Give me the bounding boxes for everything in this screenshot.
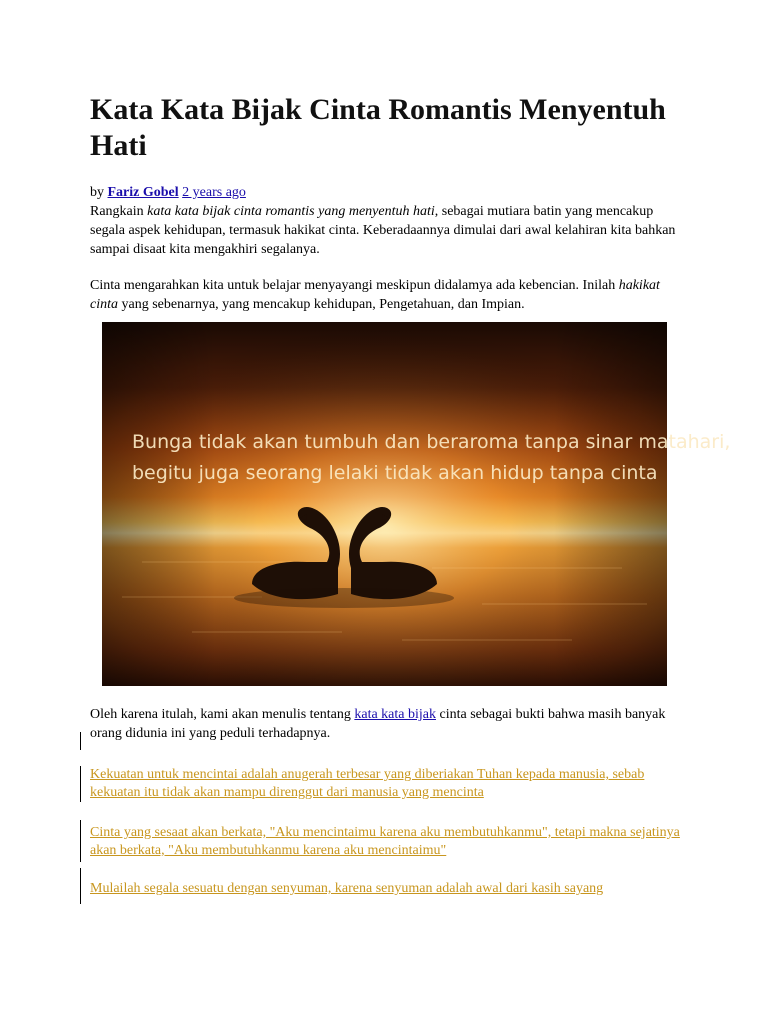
intro-rest: , sebagai mutiara batin yang mencakup segala aspek kehidupan, termasuk hakikat cinta. Keberadaannya dimulai dari awal kelahiran kita bahkan sampai disaat kita mengakhiri segalanya. — [90, 204, 676, 257]
paragraph-2-lead: Cinta mengarahkan kita untuk belajar menyayangi meskipun didalamya ada kebencian. Inilah — [90, 278, 619, 293]
image-caption-line-2: begitu juga seorang lelaki tidak akan hidup tanpa cinta — [132, 462, 658, 484]
quote-bar — [80, 820, 81, 862]
quote-item — [80, 766, 680, 802]
paragraph-2-rest: yang sebenarnya, yang mencakup kehidupan, Pengetahuan, dan Impian. — [118, 297, 525, 312]
paragraph-3-lead: Oleh karena itulah, kami akan menulis tentang — [90, 707, 355, 722]
post-time-link[interactable]: 2 years ago — [182, 185, 246, 200]
paragraph-3-rest: cinta sebagai bukti bahwa masih banyak orang didunia ini yang peduli terhadapnya. — [90, 707, 666, 741]
image-caption-line-1: Bunga tidak akan tumbuh dan beraroma tanpa sinar matahari, — [132, 431, 731, 453]
quote-link-3[interactable]: Mulailah segala sesuatu dengan senyuman, karena senyuman adalah awal dari kasih sayang — [90, 881, 604, 896]
article-image — [102, 322, 731, 686]
paragraph-2 — [90, 276, 680, 314]
empty-quote-block — [80, 732, 680, 750]
byline-prefix: by — [90, 185, 104, 200]
byline — [90, 184, 680, 202]
author-link[interactable]: Fariz Gobel — [107, 185, 179, 200]
paragraph-2-emphasis: hakikat cinta — [90, 278, 660, 312]
quote-item — [80, 880, 680, 898]
quote-link-2[interactable]: Cinta yang sesaat akan berkata, "Aku mencintaimu karena aku membutuhkanmu", tetapi makna sejatinya akan berkata, "Aku membutuhkanmu karena aku mencintaimu" — [90, 825, 680, 858]
kata-kata-bijak-link[interactable]: kata kata bijak — [354, 707, 436, 722]
article — [90, 92, 731, 896]
sunset-swans-picture — [102, 322, 731, 686]
quote-link-1[interactable]: Kekuatan untuk mencintai adalah anugerah terbesar yang diberiakan Tuhan kepada manusia, sebab kekuatan itu tidak akan mampu direnggut dari manusia yang mencinta — [90, 767, 645, 800]
quote-bar — [80, 868, 81, 904]
quote-list — [80, 732, 680, 898]
intro-emphasis: kata kata bijak cinta romantis yang menyentuh hati — [147, 204, 435, 219]
article-title: Kata Kata Bijak Cinta Romantis Menyentuh Hati — [90, 93, 666, 162]
quote-bar — [80, 732, 81, 750]
intro-lead: Rangkain — [90, 204, 148, 219]
quote-item — [80, 824, 680, 860]
intro-paragraph — [90, 202, 680, 259]
quote-bar — [80, 766, 81, 802]
